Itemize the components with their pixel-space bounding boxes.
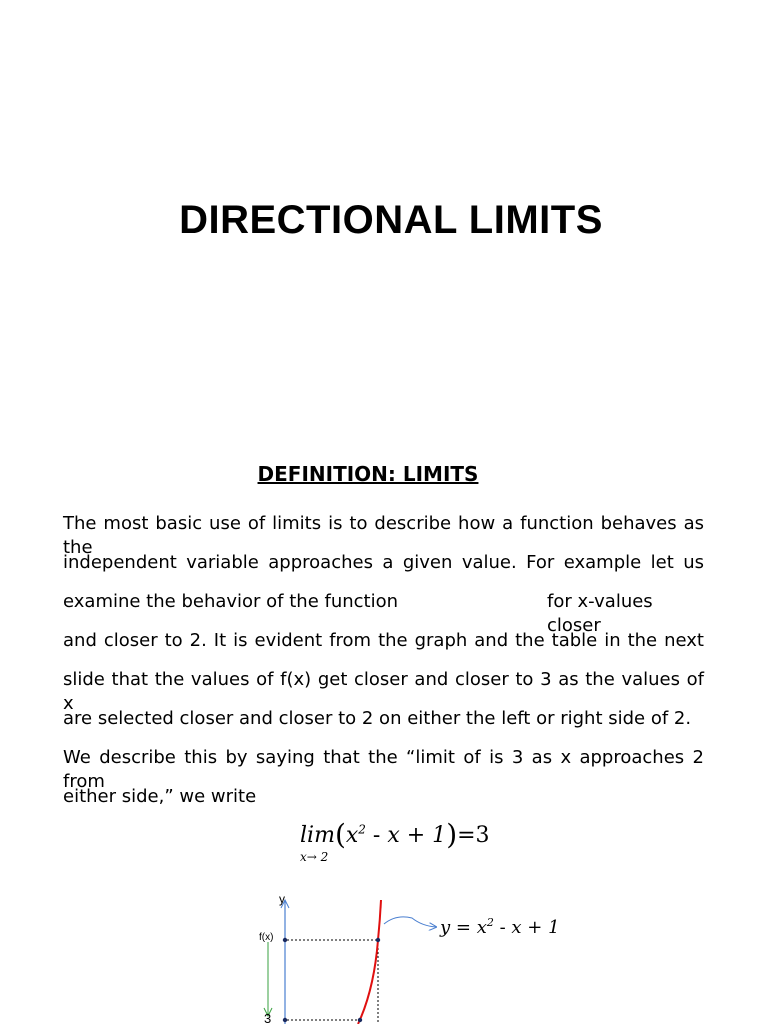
formula-open-paren: ( bbox=[334, 818, 346, 851]
curve-equation-label bbox=[440, 916, 560, 938]
definition-heading: DEFINITION: LIMITS bbox=[257, 462, 479, 486]
formula-middle: x + 1 bbox=[387, 823, 447, 848]
point-fx-curve bbox=[376, 938, 380, 942]
paragraph-line-5: slide that the values of f(x) get closer and closer to 3 as the values of x bbox=[63, 669, 704, 714]
curve-eq-prefix: y = x bbox=[440, 917, 487, 938]
formula-x: x bbox=[345, 823, 359, 848]
paragraph-line-3-start: examine the behavior of the function bbox=[63, 591, 399, 612]
paragraph-line-2: independent variable approaches a given value. For example let us bbox=[63, 552, 704, 573]
curve-eq-rest: x + 1 bbox=[511, 917, 560, 938]
paragraph-line-3-end: for x-values closer bbox=[547, 591, 653, 636]
paragraph-line-3 bbox=[63, 590, 704, 636]
paragraph-line-8: either side,” we write bbox=[63, 786, 257, 807]
paragraph-line-6: are selected closer and closer to 2 on either the left or right side of 2. bbox=[63, 708, 692, 729]
point-three-axis bbox=[283, 1018, 287, 1022]
function-graph bbox=[0, 880, 768, 1024]
point-fx-axis bbox=[283, 938, 287, 942]
formula-exponent: 2 bbox=[358, 822, 366, 837]
paragraph-line-7: We describe this by saying that the “limit of is 3 as x approaches 2 from bbox=[63, 747, 704, 792]
curve-eq-exponent: 2 bbox=[486, 916, 494, 929]
formula-lim: lim bbox=[300, 823, 335, 848]
formula-close-paren: ) bbox=[446, 818, 458, 851]
formula-limit-subscript: x→ 2 bbox=[300, 850, 329, 864]
tick-label-3: 3 bbox=[264, 1011, 272, 1026]
curve-eq-minus: - bbox=[493, 917, 512, 938]
point-three-curve bbox=[358, 1018, 362, 1022]
fx-label: f(x) bbox=[259, 932, 274, 943]
formula-equals: =3 bbox=[457, 823, 490, 848]
paragraph-line-1: The most basic use of limits is to describe how a function behaves as the bbox=[63, 513, 704, 558]
limit-formula bbox=[300, 818, 490, 864]
label-connector-arrow bbox=[384, 917, 436, 927]
formula-minus: - bbox=[365, 823, 388, 848]
paragraph-line-4: and closer to 2. It is evident from the graph and the table in the next bbox=[63, 630, 704, 651]
y-axis-label: y bbox=[279, 892, 285, 906]
page-title: DIRECTIONAL LIMITS bbox=[179, 198, 603, 242]
